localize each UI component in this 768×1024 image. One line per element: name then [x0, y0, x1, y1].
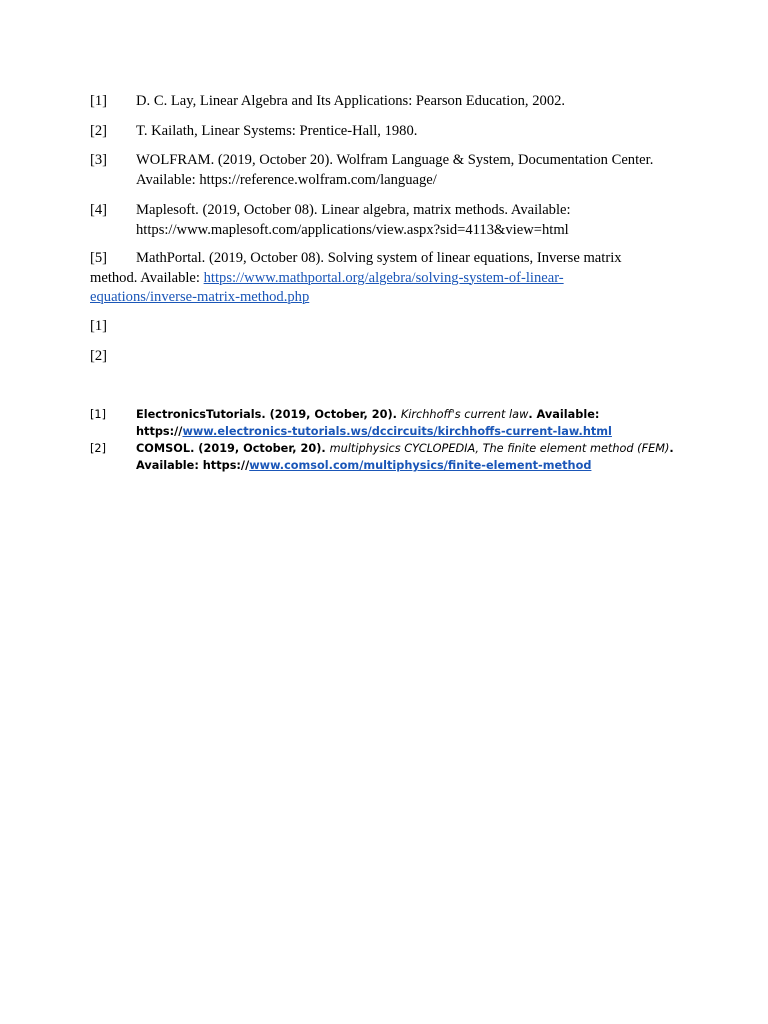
reference-title: Kirchhoff's current law: [400, 408, 529, 421]
reference-prefix: https://: [136, 425, 183, 438]
reference-text-line: Maplesoft. (2019, October 08). Linear algebra, matrix methods. Available:: [136, 202, 571, 218]
reference-text-line: https://www.maplesoft.com/applications/view.aspx?sid=4113&view=html: [136, 221, 569, 238]
reference-number: [1]: [90, 318, 108, 334]
reference-author: COMSOL. (: [136, 442, 204, 455]
reference-number: [5]: [90, 250, 108, 266]
reference-tail: .: [669, 442, 674, 455]
reference-number: [2]: [90, 442, 107, 455]
reference-date: 2019, October, 20: [203, 442, 317, 455]
reference-date: 2019, October, 20: [274, 408, 388, 421]
reference-author: ElectronicsTutorials. (: [136, 408, 275, 421]
reference-text-line: Available: https://reference.wolfram.com/language/: [136, 171, 437, 188]
reference-number: [1]: [90, 93, 108, 109]
reference-text: MathPortal. (2019, October 08). Solving system of linear equations, Inverse matrix method. Available:: [90, 250, 622, 286]
reference-number: [2]: [90, 123, 108, 139]
reference-text: D. C. Lay, Linear Algebra and Its Applications: Pearson Education, 2002.: [136, 93, 566, 109]
reference-tail: . Available:: [528, 408, 600, 421]
reference-3: [90, 151, 690, 190]
reference-2: [90, 122, 690, 142]
reference-title: multiphysics CYCLOPEDIA, The finite element method (FEM): [329, 442, 670, 455]
reference-bottom-2: [90, 440, 710, 474]
reference-bottom-1: [90, 406, 710, 440]
reference-1: [90, 92, 690, 112]
reference-prefix: Available: https://: [136, 459, 250, 472]
reference-text-line: WOLFRAM. (2019, October 20). Wolfram Language & System, Documentation Center.: [136, 152, 654, 168]
reference-close: ).: [387, 408, 401, 421]
reference-close: ).: [316, 442, 330, 455]
reference-text: T. Kailath, Linear Systems: Prentice-Hall, 1980.: [136, 123, 418, 139]
reference-4: [90, 201, 690, 240]
reference-number: [3]: [90, 152, 108, 168]
reference-5: [90, 249, 650, 308]
reference-link[interactable]: www.comsol.com/multiphysics/finite-element-method: [249, 459, 592, 472]
reference-number: [2]: [90, 348, 108, 364]
reference-number: [1]: [90, 408, 107, 421]
reference-link[interactable]: www.electronics-tutorials.ws/dccircuits/kirchhoffs-current-law.html: [182, 425, 612, 438]
reference-number: [4]: [90, 202, 108, 218]
reference-link[interactable]: https://www.mathportal.org/algebra/solving-system-of-linear-equations/inverse-matrix-method.php: [90, 269, 564, 305]
